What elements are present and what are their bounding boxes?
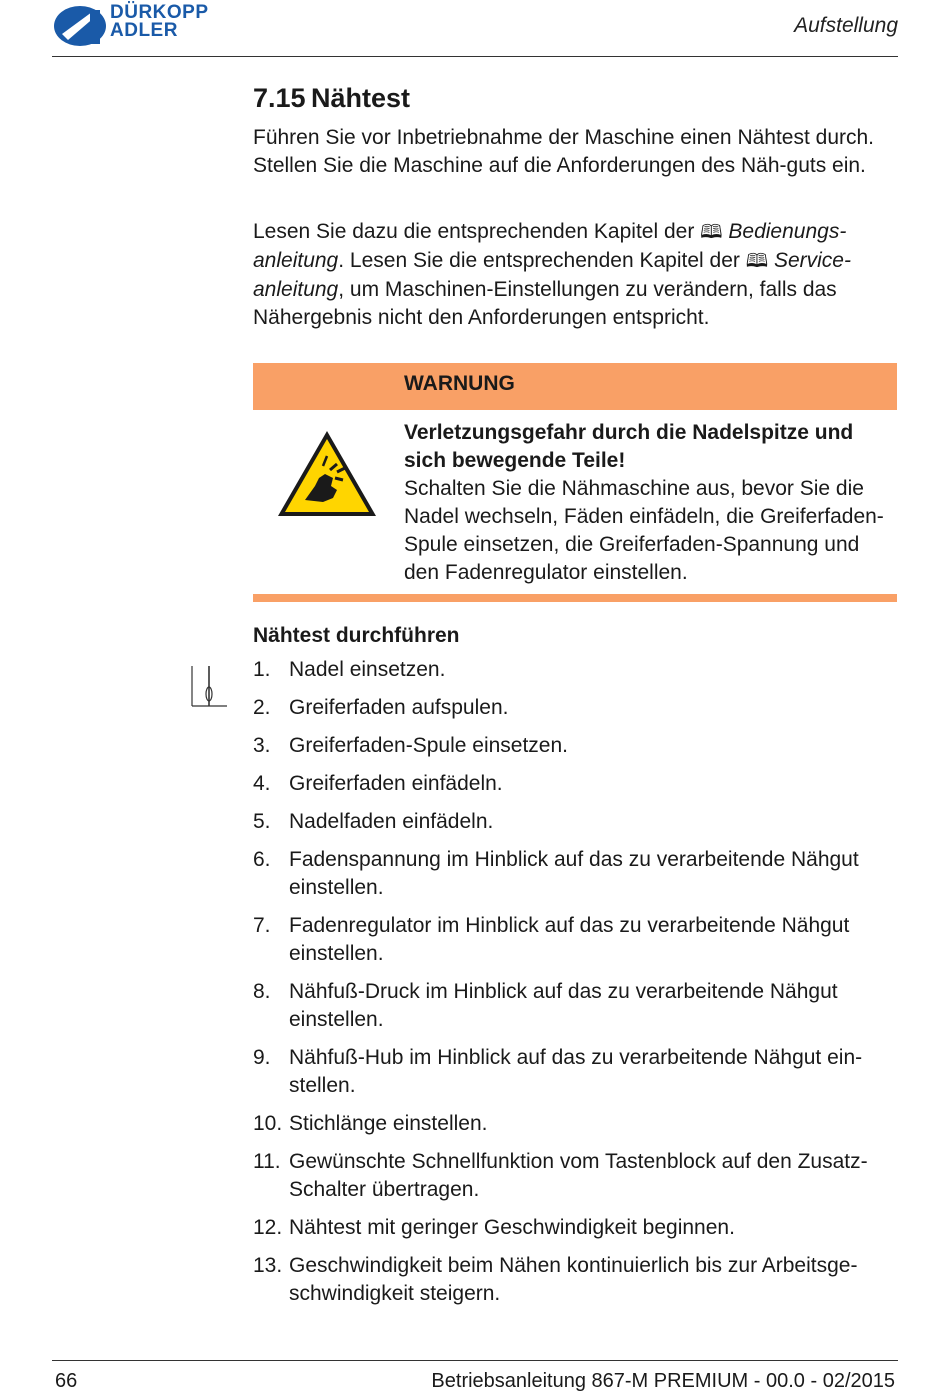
- procedure-step: [253, 1148, 897, 1204]
- intro-paragraph-2: Lesen Sie dazu die entsprechenden Kapitel der 🕮 Bedienungs-anleitung. Lesen Sie die entsprechenden Kapitel der 🕮 Service-anleitung, um Maschinen-Einstellungen zu verändern, falls das Nähergebnis nicht den Anforderungen entspricht.: [253, 220, 851, 329]
- step-number: 8.: [253, 980, 271, 1003]
- step-text: Nadel einsetzen.: [289, 658, 446, 681]
- warning-body: Schalten Sie die Nähmaschine aus, bevor Sie die Nadel wechseln, Fäden einfädeln, die Greiferfaden-Spule einsetzen, die Greiferfaden-Spannung und den Fadenregulator einstellen.: [404, 477, 884, 584]
- step-text: Fadenspannung im Hinblick auf das zu verarbeitende Nähgut einstellen.: [289, 848, 859, 899]
- header-divider: [52, 56, 898, 57]
- procedure-step: [253, 846, 897, 902]
- book-icon: 🕮: [745, 251, 769, 272]
- step-text: Greiferfaden einfädeln.: [289, 772, 503, 795]
- procedure-title: Nähtest durchführen: [253, 624, 460, 647]
- procedure-step: [253, 694, 897, 722]
- step-text: Geschwindigkeit beim Nähen kontinuierlich bis zur Arbeitsge-schwindigkeit steigern.: [289, 1254, 858, 1305]
- link-serviceanleitung[interactable]: Service-anleitung: [253, 249, 851, 301]
- step-text: Nadelfaden einfädeln.: [289, 810, 494, 833]
- book-icon: 🕮: [700, 222, 723, 243]
- procedure-step: [253, 1214, 897, 1242]
- section-heading: [253, 83, 410, 114]
- step-text: Greiferfaden-Spule einsetzen.: [289, 734, 568, 757]
- warning-label: WARNUNG: [404, 372, 515, 395]
- step-number: 2.: [253, 696, 271, 719]
- warning-headline: Verletzungsgefahr durch die Nadelspitze und sich bewegende Teile!: [404, 421, 854, 472]
- step-number: 12.: [253, 1216, 283, 1239]
- hand-injury-warning-icon: [275, 428, 379, 520]
- step-number: 6.: [253, 848, 271, 871]
- warning-header-bar: [253, 363, 897, 410]
- step-number: 5.: [253, 810, 271, 833]
- procedure-step: [253, 732, 897, 760]
- procedure-step: [253, 1044, 897, 1100]
- procedure-step: [253, 770, 897, 798]
- step-text: Nähtest mit geringer Geschwindigkeit beginnen.: [289, 1216, 735, 1239]
- section-number: 7.15: [253, 83, 306, 113]
- step-number: 10.: [253, 1112, 283, 1135]
- brand-name: DÜRKOPP ADLER: [110, 2, 209, 41]
- step-text: Gewünschte Schnellfunktion vom Tastenblock auf den Zusatz-Schalter übertragen.: [289, 1150, 868, 1201]
- needle-icon: [191, 664, 227, 708]
- step-text: Stichlänge einstellen.: [289, 1112, 488, 1135]
- link-bedienungsanleitung[interactable]: Bedienungs-anleitung: [253, 220, 847, 272]
- footer-divider: [52, 1360, 898, 1361]
- step-text: Fadenregulator im Hinblick auf das zu verarbeitende Nähgut einstellen.: [289, 914, 850, 965]
- step-text: Greiferfaden aufspulen.: [289, 696, 509, 719]
- step-number: 4.: [253, 772, 271, 795]
- step-text: Nähfuß-Druck im Hinblick auf das zu verarbeitende Nähgut einstellen.: [289, 980, 838, 1031]
- header-section-title: Aufstellung: [794, 14, 898, 37]
- warning-text: [404, 419, 899, 587]
- page-number: 66: [55, 1370, 78, 1392]
- step-number: 3.: [253, 734, 271, 757]
- step-number: 11.: [253, 1150, 281, 1173]
- step-text: Nähfuß-Hub im Hinblick auf das zu verarbeitende Nähgut ein-stellen.: [289, 1046, 863, 1097]
- procedure-steps: [253, 656, 897, 1318]
- step-number: 1.: [253, 658, 271, 681]
- procedure-step: [253, 978, 897, 1034]
- step-number: 7.: [253, 914, 271, 937]
- warning-footer-bar: [253, 594, 897, 602]
- step-number: 13.: [253, 1254, 283, 1277]
- document-reference: Betriebsanleitung 867-M PREMIUM - 00.0 - 02/2015: [431, 1370, 895, 1392]
- procedure-step: [253, 912, 897, 968]
- step-number: 9.: [253, 1046, 271, 1069]
- procedure-step: [253, 1110, 897, 1138]
- procedure-step: [253, 656, 897, 684]
- intro-paragraph-1: Führen Sie vor Inbetriebnahme der Maschine einen Nähtest durch. Stellen Sie die Maschine auf die Anforderungen des Näh-guts ein.: [253, 126, 875, 177]
- section-title: Nähtest: [311, 83, 411, 113]
- procedure-step: [253, 1252, 897, 1308]
- procedure-step: [253, 808, 897, 836]
